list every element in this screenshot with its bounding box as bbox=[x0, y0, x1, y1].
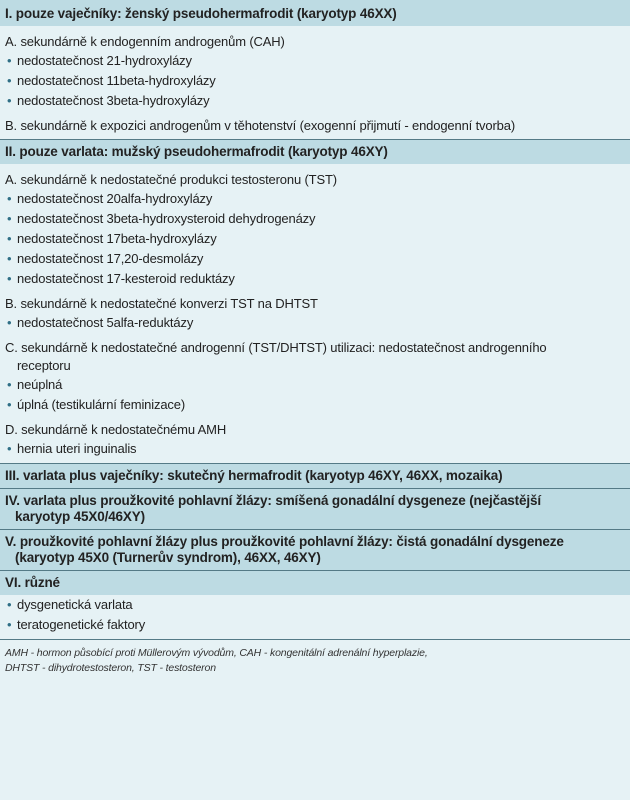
section-1-body bbox=[0, 33, 630, 139]
section-2-d-title: D. sekundárně k nedostatečnému AMH bbox=[5, 422, 227, 437]
list-item: • nedostatečnost 3beta-hydroxysteroid dehydrogenázy bbox=[5, 209, 625, 229]
section-6-body bbox=[0, 595, 630, 639]
section-5-header-line2: (karyotyp 45X0 (Turnerův syndrom), 46XX, 46XY) bbox=[15, 550, 321, 565]
section-5-header bbox=[0, 529, 630, 570]
section-2-header bbox=[0, 139, 630, 164]
section-2-c-title bbox=[5, 339, 625, 375]
section-2-b-title: B. sekundárně k nedostatečné konverzi TST na DHTST bbox=[5, 296, 318, 311]
section-6-header-text: VI. různé bbox=[5, 575, 60, 590]
list-item: • nedostatečnost 3beta-hydroxylázy bbox=[5, 91, 625, 111]
section-2-c-title-line2: receptoru bbox=[17, 358, 71, 373]
section-3-header bbox=[0, 463, 630, 488]
section-1-a-title: A. sekundárně k endogenním androgenům (CAH) bbox=[5, 34, 285, 49]
list-item: • úplná (testikulární feminizace) bbox=[5, 395, 625, 415]
section-3-header-text: III. varlata plus vaječníky: skutečný hermafrodit (karyotyp 46XY, 46XX, mozaika) bbox=[5, 468, 503, 483]
section-1-header-text: I. pouze vaječníky: ženský pseudohermafrodit (karyotyp 46XX) bbox=[5, 6, 397, 21]
section-2-a-title: A. sekundárně k nedostatečné produkci testosteronu (TST) bbox=[5, 172, 337, 187]
section-4-header-line2: karyotyp 45X0/46XY) bbox=[15, 509, 145, 524]
list-item: • nedostatečnost 17,20-desmolázy bbox=[5, 249, 625, 269]
section-2-c-title-line1: C. sekundárně k nedostatečné androgenní (TST/DHTST) utilizaci: nedostatečnost androgenního bbox=[5, 340, 547, 355]
list-item: • neúplná bbox=[5, 375, 625, 395]
section-2-header-text: II. pouze varlata: mužský pseudohermafrodit (karyotyp 46XY) bbox=[5, 144, 388, 159]
list-item: • nedostatečnost 11beta-hydroxylázy bbox=[5, 71, 625, 91]
table-footnote bbox=[0, 639, 630, 676]
section-4-header bbox=[0, 488, 630, 529]
list-item: • teratogenetické faktory bbox=[5, 615, 625, 635]
list-item: • dysgenetická varlata bbox=[5, 595, 625, 615]
section-6-header bbox=[0, 570, 630, 595]
section-5-header-line1: V. proužkovité pohlavní žlázy plus proužkovité pohlavní žlázy: čistá gonadální dysgeneze bbox=[5, 534, 564, 549]
footnote-line-1: AMH - hormon působící proti Müllerovým vývodům, CAH - kongenitální adrenální hyperplazie, bbox=[5, 647, 428, 659]
footnote-line-2: DHTST - dihydrotestosteron, TST - testosteron bbox=[5, 662, 216, 674]
list-item: • nedostatečnost 17beta-hydroxylázy bbox=[5, 229, 625, 249]
section-1-b-title: B. sekundárně k expozici androgenům v těhotenství (exogenní přijmutí - endogenní tvorba) bbox=[5, 118, 515, 133]
section-4-header-line1: IV. varlata plus proužkovité pohlavní žlázy: smíšená gonadální dysgeneze (nejčastější bbox=[5, 493, 541, 508]
list-item: • hernia uteri inguinalis bbox=[5, 439, 625, 459]
list-item: • nedostatečnost 20alfa-hydroxylázy bbox=[5, 189, 625, 209]
list-item: • nedostatečnost 5alfa-reduktázy bbox=[5, 313, 625, 333]
section-2-body bbox=[0, 171, 630, 463]
section-1-header bbox=[0, 0, 630, 26]
list-item: • nedostatečnost 21-hydroxylázy bbox=[5, 51, 625, 71]
list-item: • nedostatečnost 17-kesteroid reduktázy bbox=[5, 269, 625, 289]
